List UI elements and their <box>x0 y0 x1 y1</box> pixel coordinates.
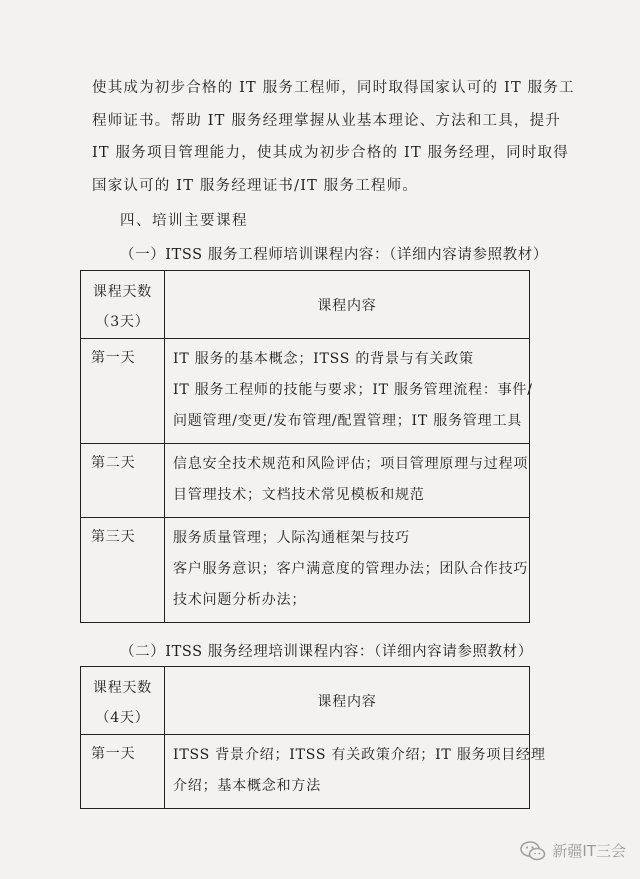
content-cell <box>165 518 530 623</box>
content-line: 服务质量管理；人际沟通框架与技巧 <box>173 530 410 546</box>
intro-line: 使其成为初步合格的 IT 服务工程师，同时取得国家认可的 IT 服务工 <box>92 80 575 96</box>
days-header-count: （4天） <box>95 710 150 726</box>
content-header-cell: 课程内容 <box>165 667 530 735</box>
content-line: 目管理技术；文档技术常见模板和规范 <box>173 487 425 503</box>
content-line: 问题管理/变更/发布管理/配置管理；IT 服务管理工具 <box>173 413 523 429</box>
table-row <box>81 339 530 444</box>
wechat-icon <box>520 841 546 861</box>
section-heading: 四、培训主要课程 <box>120 213 248 229</box>
watermark-text: 新疆IT三会 <box>552 842 626 860</box>
day-cell: 第三天 <box>81 518 165 623</box>
content-cell <box>165 735 546 809</box>
content-line: 客户服务意识；客户满意度的管理办法；团队合作技巧 <box>173 561 529 577</box>
intro-line: IT 服务项目管理能力，使其成为初步合格的 IT 服务经理，同时取得 <box>92 145 569 161</box>
table2-title: （二）ITSS 服务经理培训课程内容：（详细内容请参照教材） <box>120 644 533 660</box>
content-line: 技术问题分析办法； <box>173 592 307 608</box>
days-header-cell <box>81 271 165 339</box>
table1-title: （一）ITSS 服务工程师培训课程内容：（详细内容请参照教材） <box>120 247 548 263</box>
content-line: IT 服务工程师的技能与要求；IT 服务管理流程：事件/ <box>173 382 533 398</box>
engineer-course-table <box>80 270 533 623</box>
content-line: IT 服务的基本概念；ITSS 的背景与有关政策 <box>173 351 474 367</box>
content-header-cell: 课程内容 <box>165 271 530 339</box>
watermark <box>520 840 626 861</box>
content-line: ITSS 背景介绍；ITSS 有关政策介绍；IT 服务项目经理 <box>173 747 546 763</box>
table-header-row <box>81 667 530 735</box>
table-row <box>81 444 530 518</box>
days-header-count: （3天） <box>95 314 150 330</box>
intro-line: 国家认可的 IT 服务经理证书/IT 服务工程师。 <box>92 177 419 194</box>
intro-paragraph <box>92 72 575 202</box>
day-cell: 第一天 <box>81 339 165 444</box>
day-cell: 第二天 <box>81 444 165 518</box>
days-header-cell <box>81 667 165 735</box>
table-header-row <box>81 271 530 339</box>
manager-course-table <box>80 666 546 809</box>
content-cell <box>165 339 533 444</box>
days-header-label: 课程天数 <box>92 680 153 696</box>
content-line: 信息安全技术规范和风险评估；项目管理原理与过程项 <box>173 456 529 472</box>
table-row <box>81 735 530 809</box>
days-header-label: 课程天数 <box>92 284 153 300</box>
content-cell <box>165 444 530 518</box>
table-row <box>81 518 530 623</box>
day-cell: 第一天 <box>81 735 165 809</box>
intro-line: 程师证书。帮助 IT 服务经理掌握从业基本理论、方法和工具，提升 <box>92 112 562 129</box>
content-line: 介绍；基本概念和方法 <box>173 778 321 794</box>
